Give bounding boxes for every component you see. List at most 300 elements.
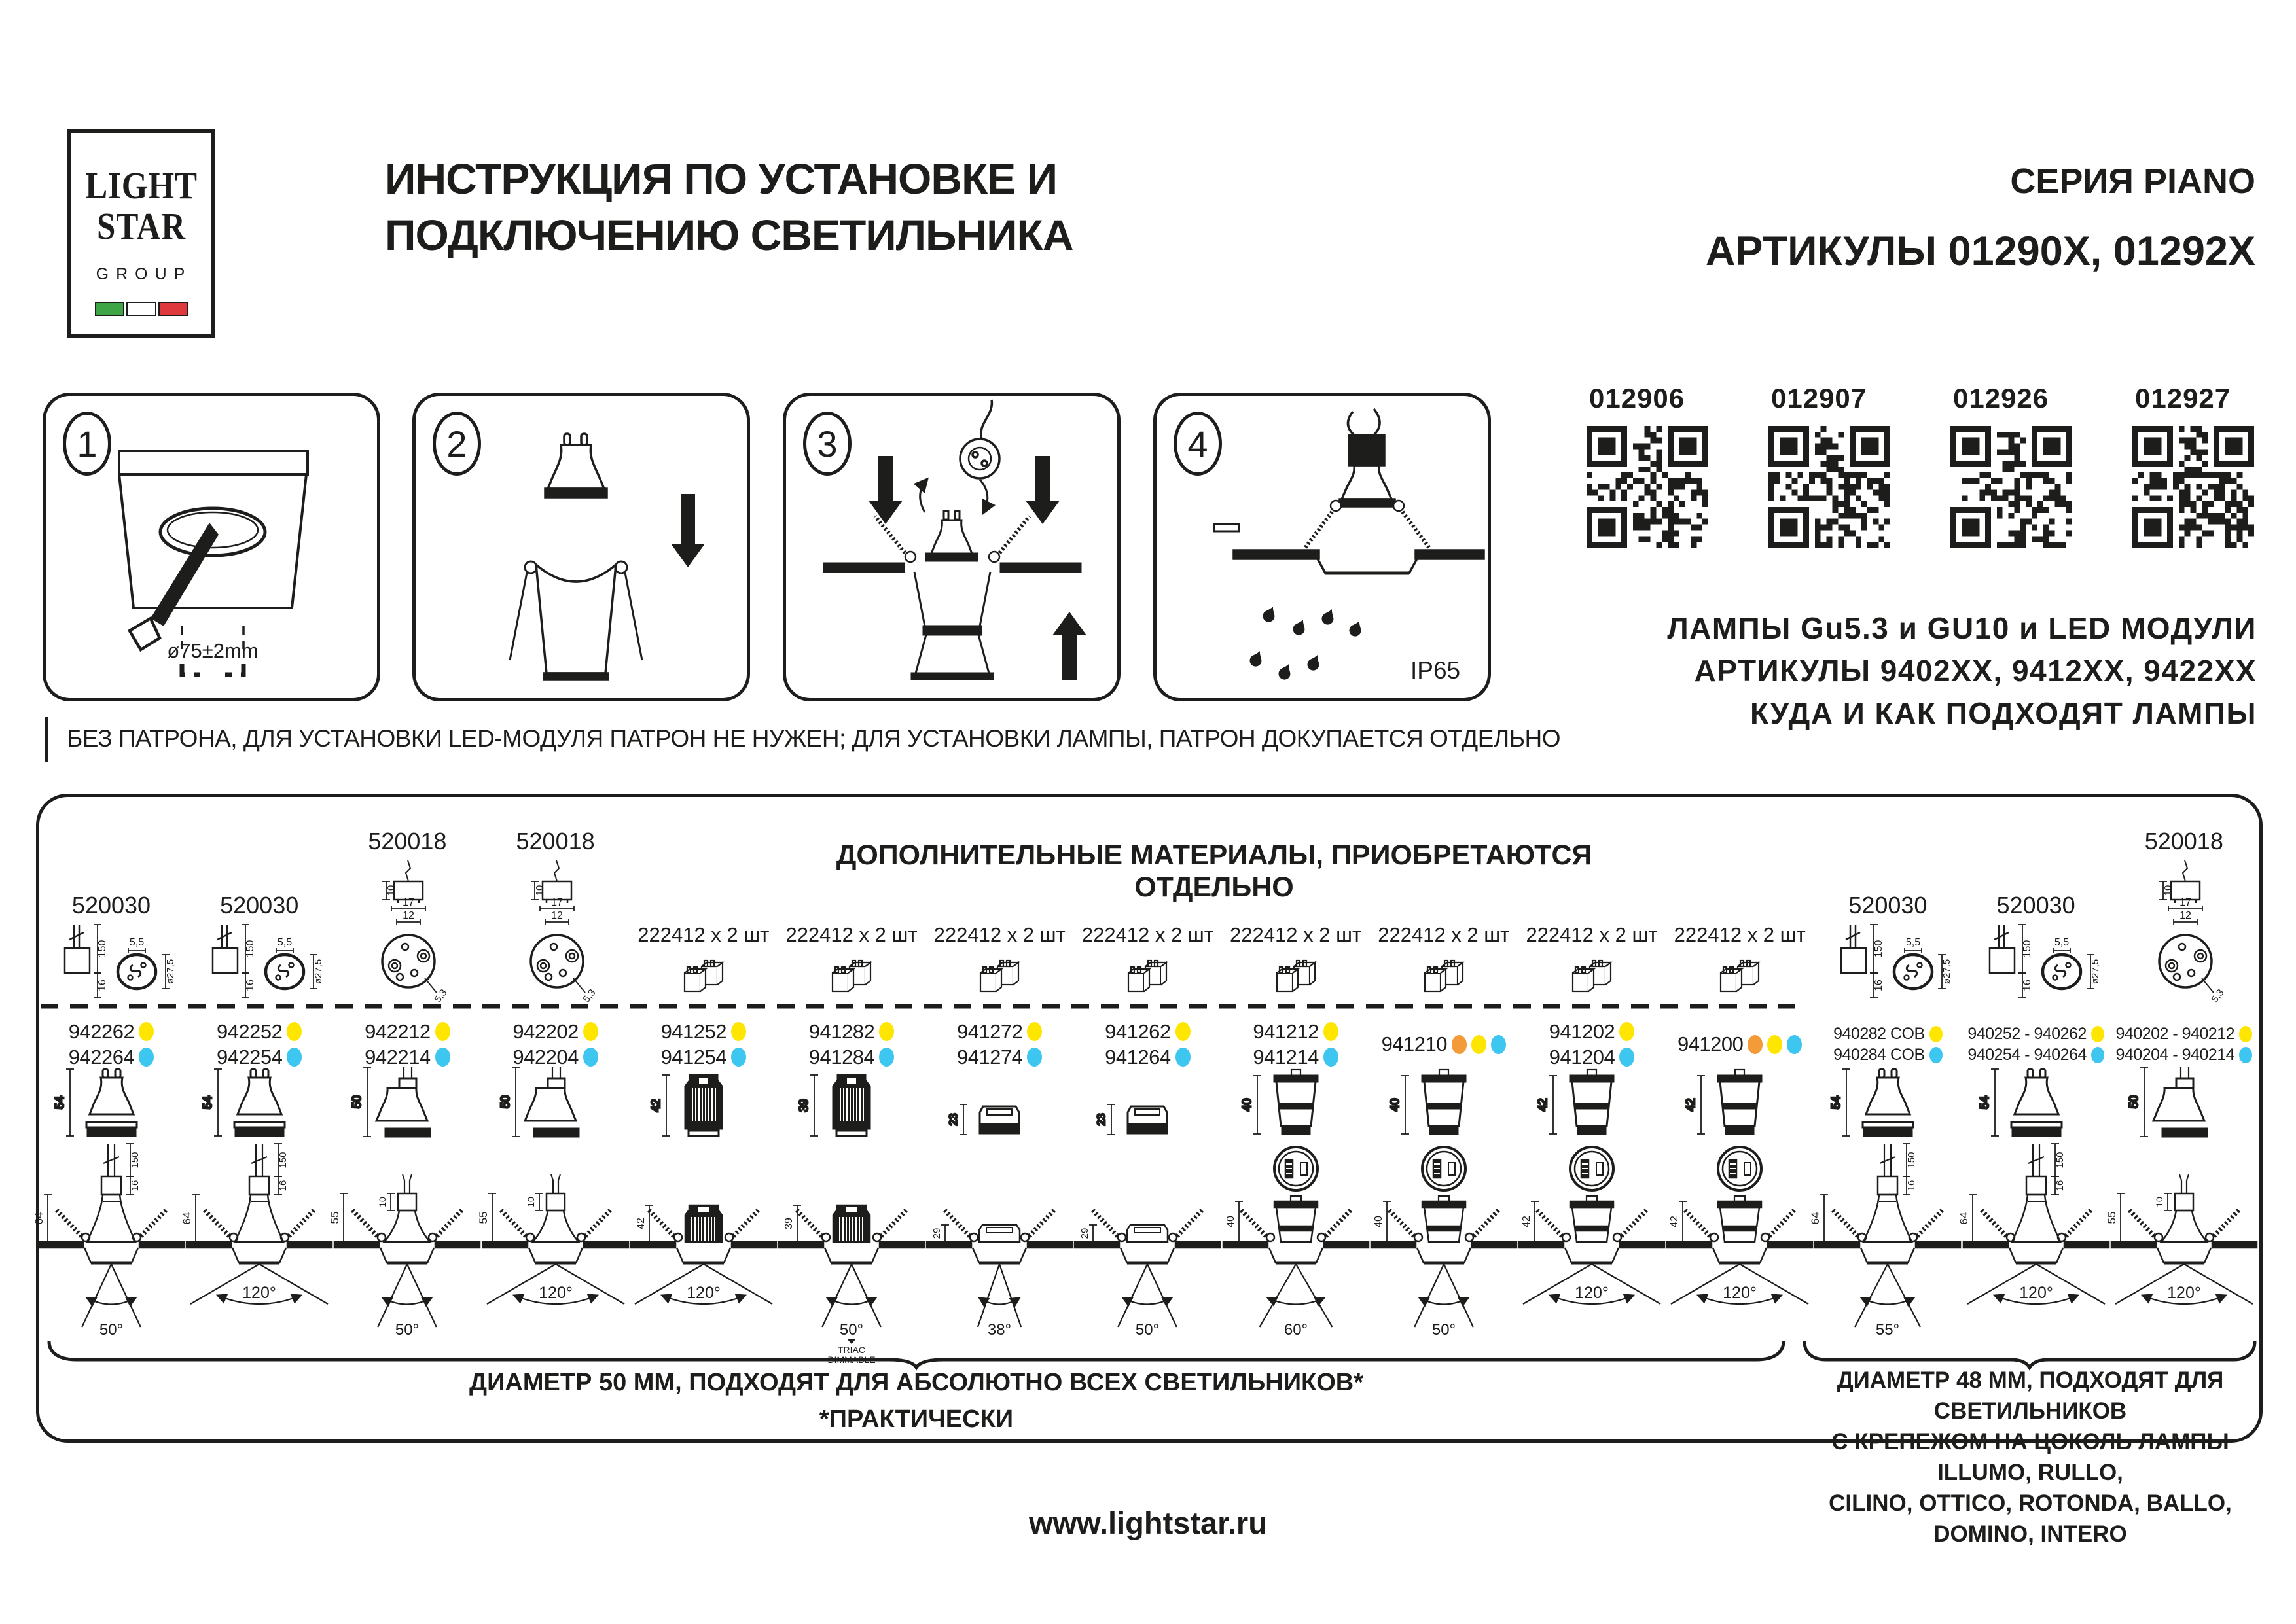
flag-white-segment: [126, 302, 156, 316]
module-front-view-icon: [1718, 1147, 1761, 1190]
part-number-label: 222412 x 2 шт: [1674, 923, 1806, 946]
article-line: [1518, 1020, 1666, 1044]
table-column-6: [778, 794, 925, 1435]
svg-text:29: 29: [1079, 1227, 1091, 1239]
qr-code-image: [2132, 426, 2254, 548]
svg-text:54: 54: [53, 1095, 66, 1110]
article-line: [925, 1020, 1073, 1044]
technical-drawing: [1809, 1144, 1962, 1340]
color-dot-yellow: [139, 1022, 154, 1041]
article-numbers: [1222, 1021, 1370, 1067]
svg-text:54: 54: [1829, 1095, 1843, 1110]
qr-article-number: 012927: [2135, 383, 2231, 414]
arrow-down-icon: [671, 494, 705, 567]
svg-text:12: 12: [403, 910, 415, 921]
technical-drawing: [1962, 922, 2110, 1010]
table-column-15: [2105, 794, 2258, 1435]
svg-text:64: 64: [33, 1212, 45, 1225]
article-code: 941210: [1381, 1033, 1448, 1055]
technical-drawing: [333, 1067, 481, 1142]
logo-word-light: LIGHT: [85, 164, 198, 207]
article-numbers: [1962, 1021, 2110, 1067]
svg-text:120°: 120°: [686, 1284, 721, 1302]
arrow-down-icon: [869, 456, 903, 524]
technical-drawing: [329, 1144, 481, 1340]
page-title-line2: ПОДКЛЮЧЕНИЮ СВЕТИЛЬНИКА: [385, 211, 1073, 259]
article-numbers: [630, 1021, 778, 1067]
article-line: [1370, 1033, 1518, 1056]
technical-drawing: [476, 1144, 630, 1340]
svg-text:120°: 120°: [242, 1284, 277, 1302]
color-dot-cyan: [1929, 1047, 1943, 1063]
svg-text:16: 16: [2021, 980, 2033, 991]
part-number-label: 222412 x 2 шт: [1378, 923, 1510, 946]
article-code: 941252: [660, 1019, 727, 1043]
color-dot-yellow: [1175, 1022, 1191, 1041]
accessories-table-title: ДОПОЛНИТЕЛЬНЫЕ МАТЕРИАЛЫ, ПРИОБРЕТАЮТСЯ ОТДЕЛЬНО: [836, 839, 1592, 903]
svg-text:42: 42: [649, 1099, 662, 1112]
svg-text:12: 12: [2179, 910, 2191, 921]
article-line: [482, 1046, 630, 1069]
svg-text:42: 42: [1669, 1216, 1681, 1227]
svg-text:10: 10: [386, 885, 397, 896]
svg-text:150: 150: [97, 940, 108, 958]
qr-code-image: [1587, 426, 1708, 548]
article-line: [37, 1046, 185, 1069]
part-number-label: 222412 x 2 шт: [785, 923, 918, 946]
article-code: 940204 - 940214: [2115, 1045, 2235, 1064]
article-line: [185, 1020, 333, 1044]
qr-code-image: [1950, 426, 2072, 548]
article-line: [1814, 1046, 1962, 1065]
step-panel-4: [1153, 393, 1491, 701]
article-code: 941272: [956, 1019, 1023, 1043]
svg-text:16: 16: [130, 1180, 141, 1192]
lightstar-logo: [67, 129, 215, 338]
page-title: [385, 150, 1073, 263]
color-dot-orange: [1748, 1035, 1763, 1054]
article-numbers: [1666, 1021, 1814, 1067]
lamp-info-line: АРТИКУЛЫ 9402XX, 9412XX, 9422XX: [1694, 654, 2257, 688]
article-line: [185, 1046, 333, 1069]
article-code: 940252 - 940262: [1967, 1024, 2087, 1043]
lamp-info-block: [1667, 607, 2257, 735]
svg-text:17: 17: [550, 897, 563, 908]
technical-drawing: [37, 922, 185, 1010]
svg-text:29: 29: [931, 1227, 943, 1239]
technical-drawing: [1814, 922, 1962, 1010]
svg-text:50°: 50°: [839, 1321, 864, 1339]
svg-text:150: 150: [2054, 1152, 2066, 1169]
article-numbers: [778, 1021, 925, 1067]
technical-drawing: [1518, 952, 1666, 1007]
svg-text:16: 16: [1873, 980, 1885, 991]
article-line: [1962, 1046, 2110, 1065]
svg-text:54: 54: [1977, 1095, 1991, 1110]
article-line: [1073, 1046, 1221, 1069]
technical-drawing: [925, 1067, 1073, 1142]
lamp-info-line: КУДА И КАК ПОДХОДЯТ ЛАМПЫ: [1749, 696, 2257, 730]
color-dot-yellow: [1619, 1022, 1634, 1041]
technical-drawing: [630, 1144, 778, 1340]
color-dot-yellow: [731, 1022, 746, 1041]
technical-drawing: [2110, 1067, 2258, 1142]
socket-icon: [960, 400, 999, 478]
article-line: [1962, 1025, 2110, 1044]
svg-text:42: 42: [1684, 1098, 1698, 1112]
svg-text:ø27,5: ø27,5: [2089, 959, 2101, 985]
color-dot-yellow: [287, 1022, 302, 1041]
part-number-label: 520018: [2144, 828, 2223, 855]
svg-text:5,3: 5,3: [2209, 987, 2227, 1005]
svg-text:120°: 120°: [538, 1284, 573, 1302]
article-line: [630, 1046, 778, 1069]
svg-text:150: 150: [278, 1152, 289, 1169]
technical-drawing: [1222, 952, 1370, 1007]
color-dot-cyan: [139, 1048, 154, 1067]
color-dot-yellow: [1767, 1035, 1782, 1054]
article-code: 941254: [660, 1045, 727, 1068]
article-code: 940284 COB: [1833, 1045, 1925, 1064]
svg-text:150: 150: [245, 940, 257, 958]
svg-text:55°: 55°: [1876, 1321, 1900, 1339]
svg-text:17: 17: [403, 897, 415, 908]
svg-text:64: 64: [181, 1212, 194, 1225]
article-line: [1222, 1046, 1370, 1069]
svg-text:16: 16: [2054, 1180, 2066, 1192]
svg-text:120°: 120°: [1575, 1284, 1609, 1302]
step-number-4: 4: [1174, 412, 1222, 476]
technical-drawing: [630, 1067, 778, 1142]
svg-text:55: 55: [2105, 1211, 2118, 1224]
diameter-48-note-line1: ДИАМЕТР 48 ММ, ПОДХОДЯТ ДЛЯ СВЕТИЛЬНИКОВ: [1837, 1368, 2224, 1424]
color-dot-cyan: [1175, 1048, 1191, 1067]
svg-text:50: 50: [350, 1095, 364, 1109]
step-number-1: 1: [63, 412, 111, 476]
module-front-view-icon: [1422, 1147, 1465, 1190]
table-column-2: [181, 794, 333, 1435]
article-line: [778, 1046, 925, 1069]
saw-icon: [130, 523, 219, 650]
table-column-1: [33, 794, 185, 1435]
svg-text:23: 23: [947, 1113, 960, 1126]
part-number-label: 520030: [1848, 892, 1928, 919]
svg-text:120°: 120°: [1723, 1284, 1757, 1302]
step-number-3: 3: [803, 412, 852, 476]
part-number-label: 222412 x 2 шт: [637, 923, 770, 946]
technical-drawing: [925, 952, 1073, 1007]
rotate-arrows-icon: [920, 480, 988, 512]
table-column-7: [925, 794, 1073, 1435]
article-numbers: [1814, 1021, 1962, 1067]
technical-drawing: [630, 952, 778, 1007]
technical-drawing: [1962, 1067, 2110, 1142]
color-dot-cyan: [1619, 1048, 1634, 1067]
svg-text:10: 10: [533, 885, 545, 896]
color-dot-cyan: [287, 1048, 302, 1067]
diameter-50-note-line1: ДИАМЕТР 50 ММ, ПОДХОДЯТ ДЛЯ АБСОЛЮТНО ВСЕХ СВЕТИЛЬНИКОВ*: [469, 1369, 1363, 1396]
article-code: 941212: [1253, 1019, 1319, 1043]
color-dot-cyan: [583, 1048, 598, 1067]
svg-text:50°: 50°: [1136, 1321, 1160, 1339]
hole-diameter-label: ø75±2mm: [167, 639, 259, 662]
svg-text:50°: 50°: [395, 1321, 420, 1339]
svg-text:64: 64: [1957, 1212, 1970, 1225]
technical-drawing: [181, 1144, 333, 1340]
svg-text:55: 55: [329, 1211, 342, 1224]
brace-diameter-50: [49, 1341, 1784, 1368]
table-column-11: [1518, 794, 1666, 1435]
svg-text:50°: 50°: [1431, 1321, 1456, 1339]
color-dot-yellow: [1027, 1022, 1042, 1041]
technical-drawing: [1957, 1144, 2110, 1340]
technical-drawing: [778, 1144, 925, 1365]
step-number-2: 2: [433, 412, 481, 476]
article-code: 942214: [365, 1045, 431, 1068]
table-column-3: [329, 794, 481, 1435]
article-line: [2110, 1025, 2258, 1044]
article-line: [778, 1020, 925, 1044]
svg-text:50°: 50°: [99, 1321, 124, 1339]
color-dot-orange: [1452, 1035, 1467, 1054]
article-code: 942204: [512, 1045, 579, 1068]
diameter-50-note-line2: *ПРАКТИЧЕСКИ: [819, 1405, 1014, 1433]
svg-text:150: 150: [2021, 940, 2033, 958]
article-code: 941200: [1677, 1033, 1744, 1055]
article-code: 942202: [512, 1019, 579, 1043]
part-number-label: 520030: [71, 892, 151, 919]
article-code: 941282: [808, 1019, 875, 1043]
technical-drawing: [1370, 952, 1518, 1007]
svg-text:5,5: 5,5: [1906, 937, 1921, 948]
article-numbers: [185, 1021, 333, 1067]
note-divider: [45, 717, 48, 762]
svg-text:150: 150: [130, 1152, 141, 1169]
qr-item-012927: [2132, 383, 2255, 551]
table-column-8: [1073, 794, 1221, 1435]
technical-drawing: [778, 952, 925, 1007]
color-dot-yellow: [583, 1022, 598, 1041]
svg-text:16: 16: [245, 980, 257, 991]
article-code: 940282 COB: [1833, 1024, 1925, 1043]
color-dot-cyan: [2239, 1047, 2252, 1063]
article-line: [2110, 1046, 2258, 1065]
series-name: СЕРИЯ PIANO: [2010, 162, 2255, 201]
technical-drawing: [1666, 952, 1814, 1007]
article-code: 942212: [365, 1019, 431, 1043]
article-line: [630, 1020, 778, 1044]
article-line: [1222, 1020, 1370, 1044]
svg-text:23: 23: [1095, 1113, 1108, 1126]
articles-heading: АРТИКУЛЫ 01290X, 01292X: [1705, 228, 2255, 274]
article-code: 941214: [1253, 1045, 1319, 1068]
color-dot-cyan: [435, 1048, 450, 1067]
part-number-label: 520030: [1996, 892, 2075, 919]
article-numbers: [1370, 1021, 1518, 1067]
technical-drawing: [2105, 1144, 2258, 1340]
svg-text:5,5: 5,5: [278, 937, 293, 948]
article-numbers: [333, 1021, 481, 1067]
technical-drawing: [2110, 859, 2258, 1010]
color-dot-yellow: [2091, 1026, 2104, 1042]
svg-text:5,3: 5,3: [432, 987, 450, 1005]
technical-drawing: [1222, 1067, 1370, 1142]
wires-icon: [1348, 409, 1380, 435]
svg-text:60°: 60°: [1283, 1321, 1308, 1339]
technical-drawing: [1222, 1144, 1370, 1340]
svg-text:16: 16: [97, 980, 108, 991]
arrow-up-icon: [1052, 612, 1086, 680]
svg-text:5,5: 5,5: [2054, 937, 2069, 948]
article-line: [1073, 1020, 1221, 1044]
svg-text:38°: 38°: [988, 1321, 1012, 1339]
website-url: www.lightstar.ru: [1029, 1506, 1267, 1540]
svg-text:150: 150: [1906, 1152, 1918, 1169]
article-code: 940202 - 940212: [2115, 1024, 2235, 1043]
article-numbers: [37, 1021, 185, 1067]
svg-text:ø27,5: ø27,5: [165, 959, 176, 985]
qr-article-number: 012926: [1953, 383, 2049, 414]
logo-word-group: GROUP: [96, 265, 192, 283]
svg-text:12: 12: [550, 910, 563, 921]
color-dot-cyan: [1323, 1048, 1338, 1067]
article-code: 942264: [68, 1045, 135, 1068]
technical-drawing: [333, 859, 481, 1010]
part-number-label: 222412 x 2 шт: [933, 923, 1066, 946]
technical-drawing: [482, 1067, 630, 1142]
svg-text:10: 10: [2153, 1197, 2164, 1207]
article-numbers: [1518, 1021, 1666, 1067]
svg-text:39: 39: [783, 1218, 795, 1229]
svg-text:5,5: 5,5: [129, 937, 145, 948]
technical-drawing: [1518, 1067, 1666, 1142]
article-code: 941274: [956, 1045, 1023, 1068]
technical-drawing: [925, 1144, 1073, 1340]
svg-text:42: 42: [1536, 1098, 1549, 1112]
step-panel-3: [783, 393, 1121, 701]
svg-text:120°: 120°: [2018, 1284, 2053, 1302]
svg-text:39: 39: [797, 1099, 810, 1112]
svg-text:40: 40: [1240, 1098, 1253, 1112]
article-code: 942262: [68, 1019, 135, 1043]
step-panel-1: [43, 393, 380, 701]
table-column-9: [1222, 794, 1370, 1435]
article-line: [1814, 1025, 1962, 1044]
lamp-info-line: ЛАМПЫ Gu5.3 и GU10 и LED МОДУЛИ: [1667, 611, 2257, 645]
diameter-48-note-line2: С КРЕПЕЖОМ НА ЦОКОЛЬ ЛАМПЫ ILLUMO, RULLO,: [1831, 1429, 2229, 1485]
module-front-view-icon: [1274, 1147, 1318, 1190]
article-code: 941264: [1105, 1045, 1171, 1068]
color-dot-cyan: [1491, 1035, 1506, 1054]
arrow-down-icon: [1026, 456, 1060, 524]
technical-drawing: [1073, 952, 1221, 1007]
article-code: 940254 - 940264: [1967, 1045, 2087, 1064]
svg-text:50: 50: [498, 1095, 512, 1109]
svg-text:ø27,5: ø27,5: [313, 959, 325, 985]
table-column-13: [1809, 794, 1962, 1435]
technical-drawing: [185, 922, 333, 1010]
svg-text:5,3: 5,3: [580, 987, 598, 1005]
part-number-label: 520018: [516, 828, 595, 855]
svg-text:DIMMABLE: DIMMABLE: [827, 1354, 876, 1365]
water-drops-icon: [1248, 604, 1365, 681]
article-line: [482, 1020, 630, 1044]
module-front-view-icon: [1570, 1147, 1613, 1190]
color-dot-cyan: [879, 1048, 894, 1067]
step-panel-2: [412, 393, 750, 701]
svg-text:16: 16: [1906, 1180, 1918, 1192]
color-dot-cyan: [1027, 1048, 1042, 1067]
qr-article-number: 012907: [1771, 383, 1867, 414]
color-dot-yellow: [435, 1022, 450, 1041]
part-number-label: 520018: [368, 828, 447, 855]
brace-diameter-48: [1804, 1341, 2255, 1368]
color-dot-cyan: [1787, 1035, 1802, 1054]
svg-text:42: 42: [1521, 1216, 1532, 1227]
article-code: 942254: [216, 1045, 283, 1068]
article-numbers: [482, 1021, 630, 1067]
article-numbers: [1073, 1021, 1221, 1067]
svg-text:64: 64: [1809, 1212, 1822, 1225]
socket-note: БЕЗ ПАТРОНА, ДЛЯ УСТАНОВКИ LED-МОДУЛЯ ПАТРОН НЕ НУЖЕН; ДЛЯ УСТАНОВКИ ЛАМПЫ, ПАТРОН ДОКУПАЕТСЯ ОТДЕЛЬНО: [67, 725, 1560, 752]
article-line: [1518, 1046, 1666, 1069]
table-dashed-divider: [0, 1003, 2296, 1010]
article-code: 941204: [1549, 1045, 1615, 1068]
color-dot-yellow: [1929, 1026, 1943, 1042]
article-line: [37, 1020, 185, 1044]
italian-flag: [95, 302, 188, 316]
svg-text:16: 16: [278, 1180, 289, 1192]
table-column-10: [1370, 794, 1518, 1435]
color-dot-cyan: [731, 1048, 746, 1067]
color-dot-yellow: [1323, 1022, 1338, 1041]
qr-article-number: 012906: [1589, 383, 1685, 414]
table-column-14: [1957, 794, 2110, 1435]
qr-item-012926: [1950, 383, 2073, 551]
technical-drawing: [778, 1067, 925, 1142]
table-column-12: [1666, 794, 1814, 1435]
table-column-4: [476, 794, 630, 1435]
technical-drawing: [1073, 1067, 1221, 1142]
part-number-label: 222412 x 2 шт: [1081, 923, 1213, 946]
technical-drawing: [1370, 1067, 1518, 1142]
article-numbers: [2110, 1021, 2258, 1067]
svg-text:150: 150: [1873, 940, 1885, 958]
qr-code-image: [1768, 426, 1890, 548]
svg-text:10: 10: [525, 1197, 536, 1207]
technical-drawing: [1814, 1067, 1962, 1142]
technical-drawing: [482, 859, 630, 1010]
article-code: 941202: [1549, 1019, 1615, 1043]
svg-text:TRIAC: TRIAC: [838, 1345, 865, 1355]
technical-drawing: [37, 1067, 185, 1142]
svg-text:17: 17: [2179, 897, 2191, 908]
technical-drawing: [1370, 1144, 1518, 1340]
part-number-label: 222412 x 2 шт: [1526, 923, 1658, 946]
flag-red-segment: [158, 302, 188, 316]
article-line: [333, 1046, 481, 1069]
qr-item-012907: [1768, 383, 1892, 551]
part-number-label: 520030: [220, 892, 299, 919]
svg-text:54: 54: [201, 1095, 215, 1110]
color-dot-yellow: [1471, 1035, 1486, 1054]
logo-word-star: STAR: [97, 205, 186, 247]
svg-text:120°: 120°: [2166, 1284, 2201, 1302]
article-code: 942252: [216, 1019, 283, 1043]
article-line: [333, 1020, 481, 1044]
diameter-48-note-line3: CILINO, OTTICO, ROTONDA, BALLO, DOMINO, INTERO: [1829, 1491, 2232, 1547]
article-line: [925, 1046, 1073, 1069]
